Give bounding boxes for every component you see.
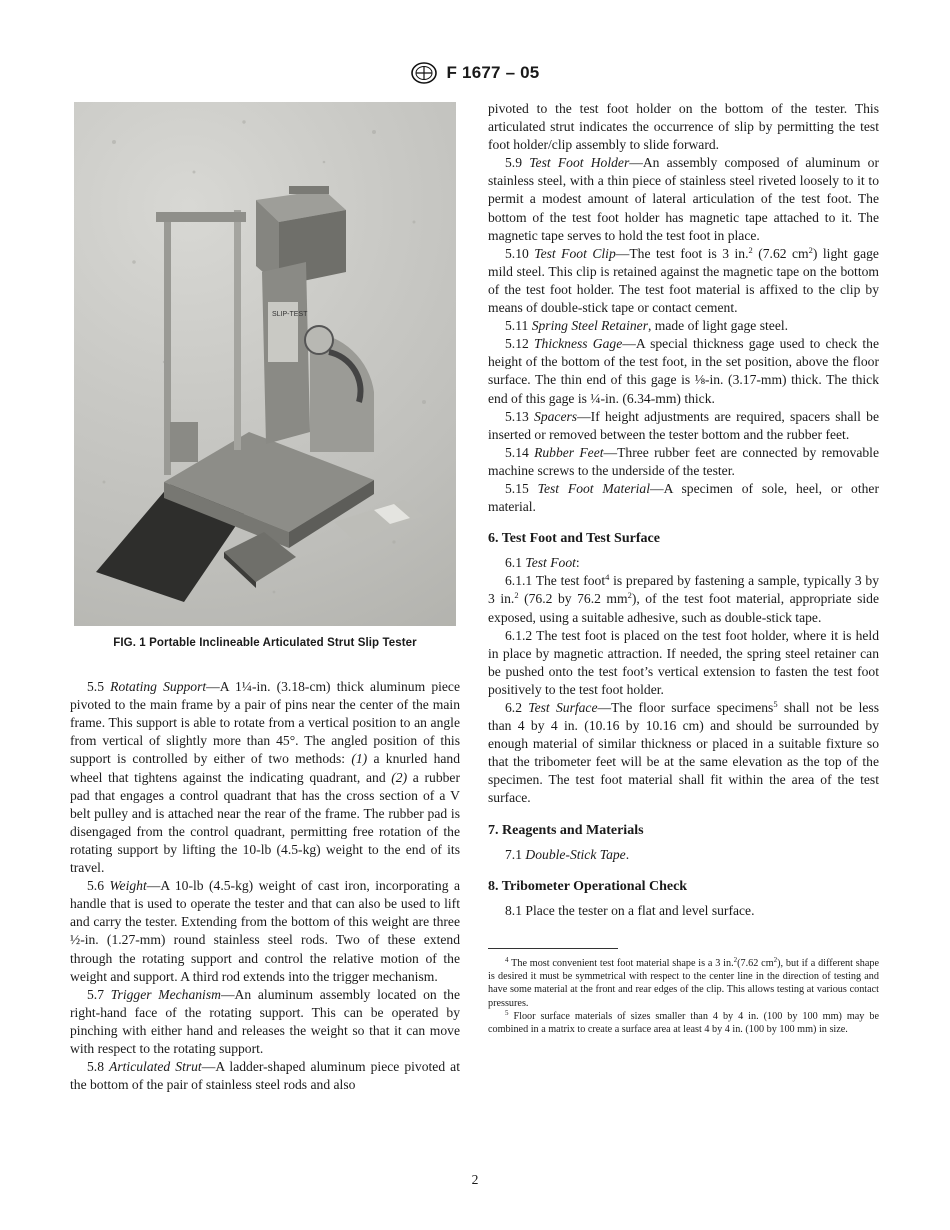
paragraph-5-7: 5.7 Trigger Mechanism—An aluminum assembly located on the right-hand face of the rotating support. This can be operated by pinching with either hand and releases the weight so that it can move with respect to the rotating support. bbox=[70, 986, 461, 1056]
figure-photo bbox=[74, 102, 456, 626]
paragraph-5-10: 5.10 Test Foot Clip—The test foot is 3 in.$^2$ (7.62 $cm^2$) light gage mild steel. This clip is retained against the magnetic tape on the bottom of the test foot holder. The test foot material is affixed to the clip by means of double-stick tape or contact cement. bbox=[488, 244, 879, 316]
document-designation: F 1677 – 05 bbox=[446, 63, 540, 82]
page-number: 2 bbox=[471, 1172, 479, 1187]
paragraph-6-1-2: 6.1.2 The test foot is placed on the test foot holder, where it is held in place by magnetic attraction. If needed, the spring steel retainer can be pushed onto the test foot’s vertical extension to fasten the test foot positively to the test foot holder. bbox=[488, 627, 879, 697]
paragraph-5-11: 5.11 Spring Steel Retainer, made of light gage steel. bbox=[505, 318, 789, 334]
paragraph-5-5: 5.5 Rotating Support—A 1¼-in. (3.18-cm) thick aluminum piece pivoted to the main frame by a pair of pins near the center of the main frame. This support is able to rotate from a vertical position to an angle from vertical of slightly more than 45°. The angled position of this support is controlled by either of two methods: (1) a knurled hand wheel that tightens against the indicating quadrant, and (2) a rubber pad that engages a control quadrant that has the cross section of a V belt pulley and is attached near the rear of the frame. The rubber pad is disengaged from the control quadrant, permitting free rotation of the rotating support by lifting the 10-lb (4.5-kg) weight to the end of its travel. bbox=[70, 679, 460, 876]
figure-caption: FIG. 1 Portable Inclineable Articulated Strut Slip Tester bbox=[113, 637, 417, 649]
section-heading-8: 8. Tribometer Operational Check bbox=[488, 878, 688, 894]
footnote-4: $^4$ The most convenient test foot material shape is a 3 in.$^2$(7.62 $cm^2$), but if a different shape is desired it must be symmetrical with respect to the center line in the direction of testing and have some material at the front and rear edges of the clip. This allows testing at various contact pressures. bbox=[488, 955, 879, 1009]
left-column bbox=[70, 100, 460, 1094]
paragraph-5-8: 5.8 Articulated Strut—A ladder-shaped aluminum piece pivoted at the bottom of the pair of stainless steel rods and also bbox=[70, 1059, 460, 1093]
paragraph-5-13: 5.13 Spacers—If height adjustments are required, spacers shall be inserted or removed between the tester bottom and the rubber feet. bbox=[488, 408, 879, 442]
paragraph-5-6: 5.6 Weight—A 10-lb (4.5-kg) weight of cast iron, incorporating a handle that is used to operate the tester and that can also be used to lift and carry the tester. Extending from the bottom of this weight are three ½-in. (1.27-mm) round stainless steel rods. Two of these extend through the rotating support and control the relative motion of the weight and support. A third rod extends into the trigger mechanism. bbox=[70, 878, 460, 984]
right-column bbox=[488, 100, 879, 1036]
page-header bbox=[0, 62, 950, 84]
paragraph-6-2: 6.2 Test Surface—The floor surface specimens$^5$ shall not be less than 4 by 4 in. (10.16 by 10.16 cm) and should be surrounded by enough material of similar thickness or placed in a suitable fixture so that the tribometer feet will be at the same elevation as the top of the specimen. The test foot material shall fit within the area of the test surface. bbox=[488, 699, 879, 806]
paragraph-5-8-continued: pivoted to the test foot holder on the bottom of the tester. This articulated strut indicates the occurrence of slip by permitting the test foot holder/clip assembly to slide forward. bbox=[488, 101, 879, 153]
astm-logo-icon bbox=[411, 62, 437, 84]
paragraph-5-9: 5.9 Test Foot Holder—An assembly composed of aluminum or stainless steel, with a thin piece of stainless steel riveted loosely to it to permit a modest amount of lateral articulation of the test foot. The bottom of the test foot holder has magnetic tape attached to it. The magnetic tape serves to hold the test foot in place. bbox=[488, 155, 879, 243]
paragraph-5-14: 5.14 Rubber Feet—Three rubber feet are connected by removable machine screws to the underside of the tester. bbox=[488, 444, 879, 478]
device-label: SLIP-TEST bbox=[272, 311, 308, 318]
section-heading-7: 7. Reagents and Materials bbox=[488, 822, 644, 838]
slip-tester-illustration bbox=[74, 102, 456, 626]
paragraph-6-1: 6.1 Test Foot: bbox=[505, 555, 580, 571]
paragraph-6-1-1: 6.1.1 The test foot$^4$ is prepared by fastening a sample, typically 3 by 3 in.$^2$ (76.2 by 76.2 $mm^2$), of the test foot material, appropriate side exposed, using a suitable adhesive, such as double-stick tape. bbox=[488, 572, 879, 625]
paragraph-5-12: 5.12 Thickness Gage—A special thickness gage used to check the height of the bottom of the test foot, in the set position, above the floor surface. The thin end of this gage is ⅛-in. (3.17-mm) thick. The thick end of this gage is ¼-in. (6.34-mm) thick. bbox=[488, 336, 879, 406]
section-heading-6: 6. Test Foot and Test Surface bbox=[488, 531, 660, 547]
paragraph-8-1: 8.1 Place the tester on a flat and level surface. bbox=[505, 902, 755, 918]
paragraph-5-15: 5.15 Test Foot Material—A specimen of sole, heel, or other material. bbox=[488, 480, 879, 515]
footnote-divider bbox=[488, 948, 618, 949]
paragraph-7-1: 7.1 Double-Stick Tape. bbox=[505, 846, 630, 862]
footnote-5: $^5$ Floor surface materials of sizes smaller than 4 by 4 in. (100 by 100 mm) may be combined in a matrix to create a surface area at least 4 by 4 in. (100 by 100 mm) in size. bbox=[488, 1008, 879, 1035]
